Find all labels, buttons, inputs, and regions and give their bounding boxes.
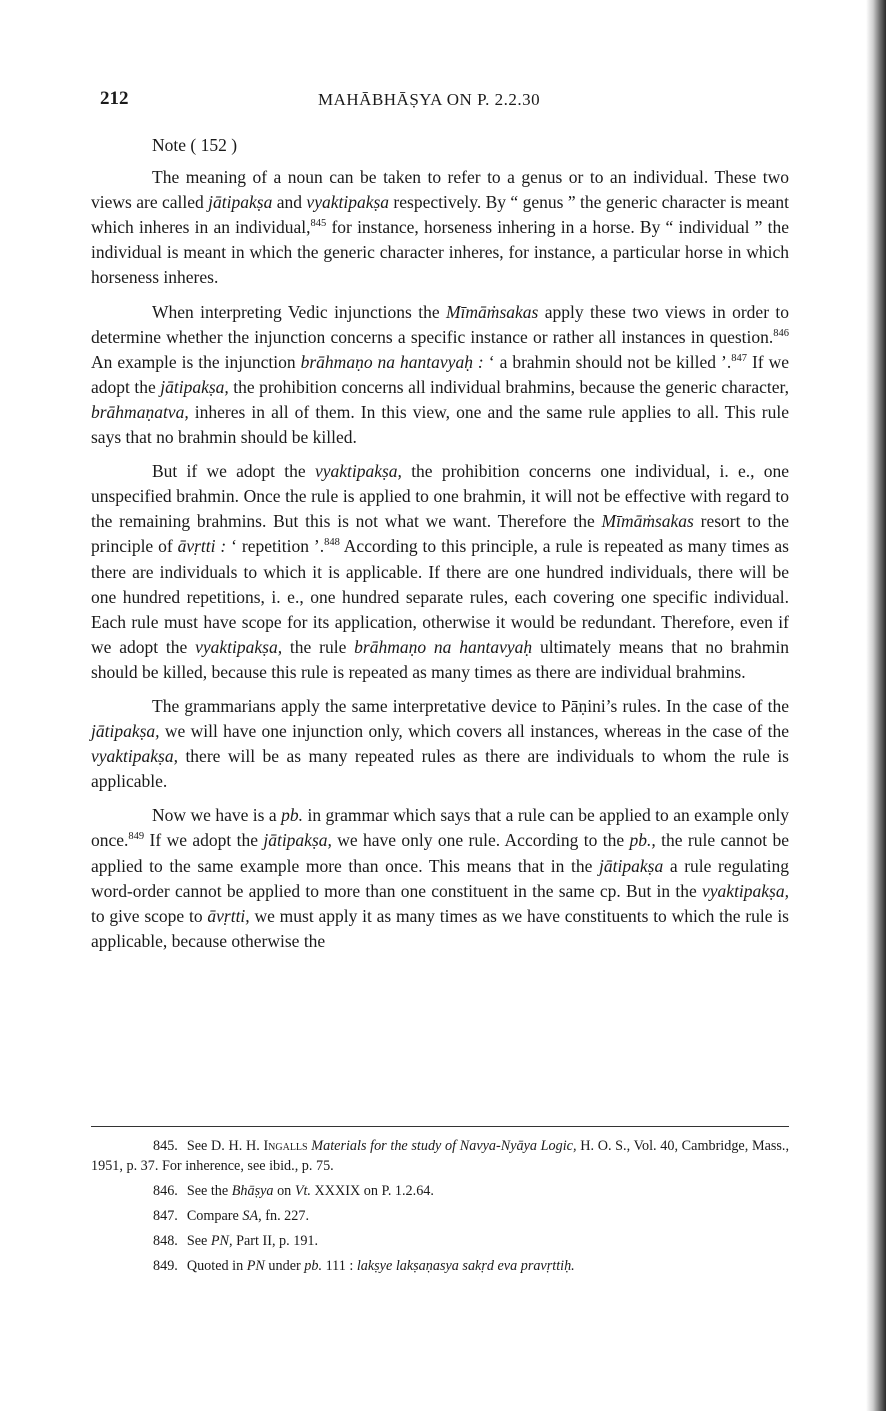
quotation: lakṣye lakṣaṇasya sakṛd eva pravṛttiḥ. [356, 1258, 575, 1274]
page-number: 212 [100, 88, 129, 109]
term: brāhmaṇatva, [91, 401, 189, 422]
footnote-number: 849. [153, 1258, 178, 1274]
footnote-number: 845. [153, 1138, 178, 1154]
term: Mīmāṁsakas [445, 301, 539, 322]
footnote-divider [91, 1126, 789, 1127]
term: PN, [210, 1233, 233, 1249]
footnote-ref-847[interactable]: 847 [731, 352, 747, 364]
text-run: resort to the principle of [91, 511, 789, 557]
text-run: Quoted in [186, 1258, 247, 1274]
text-run: for instance, horseness inhering in a horse. By “ individual ” the individual is meant in which the generic character inheres, for instance, a particular horse in which horseness inheres. [91, 217, 789, 288]
term: Mīmāṁsakas [601, 511, 694, 532]
paragraph-2 [91, 300, 789, 451]
text-run: See D. H. H. [186, 1138, 264, 1154]
text-run: the rule cannot be applied to the same example more than once. This means that in the [91, 830, 789, 876]
text-run: inheres in all of them. In this view, one and the same rule applies to all. This rule says that no brahmin should be killed. [91, 401, 789, 448]
text-run: If we adopt the [91, 351, 789, 397]
text-run: the prohibition concerns all individual brahmins, because the generic character, [228, 376, 789, 397]
text-run: and [272, 192, 307, 213]
text-run: But if we adopt the [152, 461, 315, 482]
text-run: ‘ repetition ’. [226, 536, 325, 557]
text-run: An example is the injunction [91, 351, 301, 372]
term: jātipakṣa [599, 855, 664, 876]
paragraph-4 [91, 694, 789, 794]
footnote-number: 846. [153, 1183, 178, 1199]
main-text [91, 133, 789, 963]
text-run: If we adopt the [144, 830, 264, 851]
text-run: ‘ a brahmin should not be killed ’. [483, 351, 732, 372]
term: Vt. [294, 1183, 311, 1199]
text-run: Part II, p. 191. [232, 1233, 319, 1249]
text-run: we must apply it as many times as we have constituents to which the rule is applicable, because otherwise the [91, 905, 789, 951]
text-run: See [186, 1233, 211, 1249]
text-run: to give scope to [91, 905, 208, 926]
text-run: The grammarians apply the same interpretative device to Pāṇini’s rules. In the case of the [152, 695, 789, 716]
footnote-847 [91, 1206, 789, 1226]
text-run: apply these two views in order to determine whether the injunction concerns a specific instance or rather all instances in question. [91, 301, 790, 347]
footnotes [91, 1136, 789, 1281]
text-run: According to this principle, a rule is repeated as many times as there are individuals to which it is applicable. If there are one hundred individuals, there will be one hundred repetitions, i. e., one hundred separate rules, each covering one specific individual. Each rule must have scope for its application, otherwise it would be redundant. Therefore, even if we adopt the [91, 536, 789, 657]
paragraph-1 [91, 165, 789, 290]
text-run: Compare [186, 1208, 243, 1224]
scanned-page-edge-shadow [866, 0, 886, 1411]
footnote-845 [91, 1136, 789, 1176]
text-run: 111 : [322, 1258, 357, 1274]
footnote-number: 847. [153, 1208, 178, 1224]
term: jātipakṣa, [91, 721, 160, 742]
footnote-849 [91, 1256, 789, 1276]
paragraph-3 [91, 459, 789, 685]
term: pb. [304, 1258, 323, 1274]
footnote-848 [91, 1231, 789, 1251]
footnote-number: 848. [153, 1233, 178, 1249]
term: Bhāṣya [231, 1183, 274, 1199]
author-name: Ingalls [263, 1138, 308, 1154]
term: brāhmaṇo na hantavyaḥ : [300, 351, 484, 372]
footnote-ref-849[interactable]: 849 [128, 831, 145, 843]
term: jātipakṣa, [263, 830, 332, 851]
text-run: the prohibition concerns one individual, i. e., one unspecified brahmin. Once the rule is applied to one brahmin, it will not be effective with regard to the remaining brahmins. But this is not what we want. Therefore the [91, 461, 789, 532]
term: āvṛtti, [207, 905, 250, 926]
text-run: on [273, 1183, 295, 1199]
term: pb., [629, 830, 656, 851]
text-run: in grammar which says that a rule can be applied to an example only once. [91, 805, 789, 851]
term: āvṛtti : [177, 536, 227, 557]
footnote-846 [91, 1181, 789, 1201]
text-run: fn. 227. [261, 1208, 309, 1224]
term: pb. [281, 805, 304, 826]
text-run: Now we have is a [152, 805, 282, 826]
text-run: there will be as many repeated rules as there are individuals to whom the rule is applicable. [91, 746, 789, 792]
running-title: MAHĀBHĀṢYA ON P. 2.2.30 [318, 90, 541, 109]
term: vyaktipakṣa, [195, 636, 283, 657]
paragraph-5 [91, 803, 789, 954]
footnote-ref-845[interactable]: 845 [310, 218, 327, 230]
footnote-ref-848[interactable]: 848 [324, 537, 340, 549]
term: vyaktipakṣa, [702, 880, 789, 901]
term: PN [246, 1258, 265, 1274]
book-title: Materials for the study of Navya-Nyāya Logic, [311, 1138, 577, 1154]
text-run: respectively. By “ genus ” the generic character is meant which inheres in an individual, [91, 192, 789, 238]
term: jātipakṣa [208, 192, 273, 213]
text-run: under [264, 1258, 305, 1274]
term: vyaktipakṣa, [91, 746, 178, 767]
text-run: XXXIX on P. 1.2.64. [310, 1183, 434, 1199]
text-run: H. O. S., Vol. 40, Cambridge, Mass., 1951, p. 37. For inherence, see ibid., p. 75. [91, 1138, 789, 1174]
page-header [100, 88, 790, 112]
text-run: we will have one injunction only, which covers all instances, whereas in the case of the [159, 721, 789, 742]
term: SA, [242, 1208, 262, 1224]
term: vyaktipakṣa [306, 192, 390, 213]
text-run: we have only one rule. According to the [331, 830, 630, 851]
text-run: See the [186, 1183, 232, 1199]
text-run: the rule [282, 636, 355, 657]
text-run: When interpreting Vedic injunctions the [152, 301, 446, 322]
term: jātipakṣa, [160, 376, 229, 397]
text-run: The meaning of a noun can be taken to refer to a genus or to an individual. These two views are called [91, 167, 789, 213]
text-run: a rule regulating word-order cannot be applied to more than one constituent in the same cp. But in the [91, 855, 789, 901]
note-heading: Note ( 152 ) [152, 135, 238, 155]
text-run: ultimately means that no brahmin should be killed, because this rule is repeated as many times as there are individual brahmins. [91, 636, 789, 682]
term: brāhmaṇo na hantavyaḥ [354, 636, 533, 657]
term: vyaktipakṣa, [314, 461, 402, 482]
footnote-ref-846[interactable]: 846 [773, 327, 789, 339]
